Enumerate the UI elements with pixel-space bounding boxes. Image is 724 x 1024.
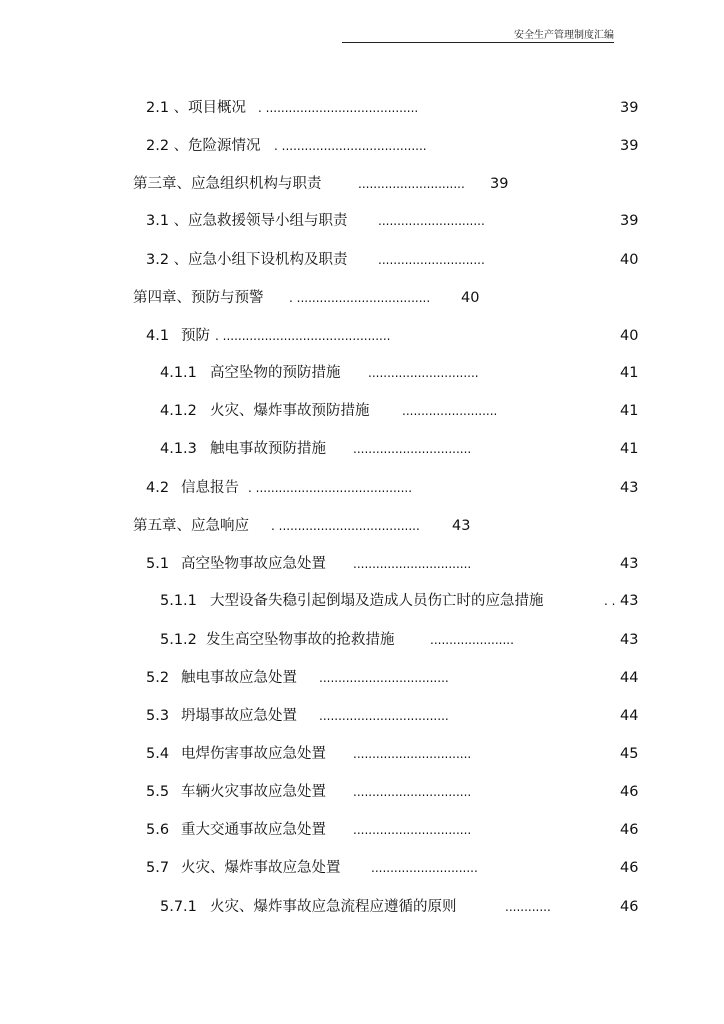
toc-entry-page-number: 46 <box>620 899 639 915</box>
toc-entry-number: 4.2 <box>146 480 170 496</box>
toc-dot-leader: .................................. <box>319 709 449 723</box>
toc-entry[interactable] <box>0 897 724 917</box>
toc-entry-page-number: 44 <box>620 670 639 686</box>
toc-entry-title: 危险源情况 <box>188 138 261 154</box>
toc-entry[interactable] <box>0 478 724 498</box>
toc-dot-leader: .................................. <box>319 671 449 685</box>
toc-dot-leader: ............................ <box>378 253 485 267</box>
toc-entry[interactable] <box>0 401 724 421</box>
toc-entry-number: 3.2 、 <box>146 252 189 268</box>
toc-entry-page-number: 41 <box>620 441 639 457</box>
toc-entry-title: 信息报告 <box>181 480 239 496</box>
toc-entry-title: 车辆火灾事故应急处置 <box>181 784 326 800</box>
toc-dot-leader: ............................ <box>358 177 465 191</box>
toc-entry-number: 5.1.2 <box>160 632 197 648</box>
toc-entry-title: 触电事故预防措施 <box>210 441 326 457</box>
toc-entry-title: 应急救援领导小组与职责 <box>188 213 348 229</box>
toc-dot-leader: ...................... <box>430 633 514 647</box>
toc-entry-title: 第四章、预防与预警 <box>133 290 264 306</box>
toc-entry[interactable] <box>0 326 724 346</box>
toc-entry-title: 电焊伤害事故应急处置 <box>181 746 326 762</box>
toc-entry-title: 坍塌事故应急处置 <box>181 708 297 724</box>
toc-entry-number: 4.1.2 <box>160 403 197 419</box>
toc-entry-page-number: 40 <box>620 328 639 344</box>
toc-entry-number: 2.1 、 <box>146 100 189 116</box>
toc-entry-number: 5.6 <box>146 822 170 838</box>
toc-entry[interactable] <box>0 98 724 118</box>
toc-entry-page-number: 40 <box>461 290 480 306</box>
toc-entry-page-number: 41 <box>620 365 639 381</box>
toc-entry-page-number: 44 <box>620 708 639 724</box>
toc-entry-page-number: 39 <box>490 176 509 192</box>
toc-entry-number: 4.1.1 <box>160 365 197 381</box>
toc-entry-number: 5.7 <box>146 860 170 876</box>
toc-entry-page-number: 43 <box>620 480 639 496</box>
toc-entry-number: 5.4 <box>146 746 170 762</box>
toc-entry[interactable] <box>0 554 724 574</box>
toc-entry-number: 5.2 <box>146 670 170 686</box>
toc-entry-title: 第五章、应急响应 <box>133 518 249 534</box>
toc-entry-number: 5.1 <box>146 556 170 572</box>
toc-dot-leader: ............................... <box>353 785 472 799</box>
toc-dot-leader: ............................ <box>378 214 485 228</box>
toc-entry-page-number: 43 <box>620 593 639 609</box>
toc-entry-number: 5.1.1 <box>160 593 197 609</box>
toc-dot-leader: ............................. <box>368 366 479 380</box>
toc-dot-leader: ............................... <box>353 557 472 571</box>
toc-entry[interactable] <box>0 250 724 270</box>
toc-entry-title: 高空坠物事故应急处置 <box>181 556 326 572</box>
toc-dot-leader: . ......................................... <box>248 481 413 495</box>
toc-entry[interactable] <box>0 858 724 878</box>
toc-entry[interactable] <box>0 706 724 726</box>
toc-entry[interactable] <box>0 591 724 611</box>
toc-entry-number: 2.2 、 <box>146 138 189 154</box>
toc-entry-page-number: 41 <box>620 403 639 419</box>
toc-entry-page-number: 46 <box>620 822 639 838</box>
toc-dot-leader: ............................... <box>353 747 472 761</box>
toc-entry-page-number: 39 <box>620 213 639 229</box>
toc-dot-leader: ............................ <box>371 861 478 875</box>
toc-entry-title: 火灾、爆炸事故应急流程应遵循的原则 <box>210 899 457 915</box>
toc-entry-page-number: 43 <box>620 556 639 572</box>
toc-entry-title: 发生高空坠物事故的抢救措施 <box>206 632 395 648</box>
toc-entry-page-number: 40 <box>620 252 639 268</box>
toc-entry-title: 火灾、爆炸事故预防措施 <box>210 403 370 419</box>
toc-entry[interactable] <box>0 363 724 383</box>
toc-entry-number: 5.3 <box>146 708 170 724</box>
toc-dot-leader: ............................... <box>353 823 472 837</box>
toc-entry-title: 大型设备失稳引起倒塌及造成人员伤亡时的应急措施 <box>210 593 544 609</box>
toc-entry-page-number: 46 <box>620 860 639 876</box>
toc-entry-page-number: 45 <box>620 746 639 762</box>
toc-entry[interactable] <box>0 630 724 650</box>
toc-entry[interactable] <box>0 744 724 764</box>
toc-entry[interactable] <box>0 820 724 840</box>
toc-entry[interactable] <box>0 516 724 536</box>
toc-entry[interactable] <box>0 439 724 459</box>
toc-entry[interactable] <box>0 136 724 156</box>
toc-entry-number: 5.5 <box>146 784 170 800</box>
toc-entry-number: 3.1 、 <box>146 213 189 229</box>
toc-entry[interactable] <box>0 668 724 688</box>
toc-entry-number: 4.1.3 <box>160 441 197 457</box>
toc-dot-leader: . ...................................... <box>274 139 427 153</box>
toc-dot-leader: . . <box>604 594 616 608</box>
running-header: 安全生产管理制度汇编 <box>342 30 614 43</box>
toc-entry[interactable] <box>0 288 724 308</box>
toc-entry-title: 高空坠物的预防措施 <box>210 365 341 381</box>
toc-entry-title: 火灾、爆炸事故应急处置 <box>181 860 341 876</box>
toc-dot-leader: . ..................................... <box>271 519 420 533</box>
toc-dot-leader: . ................................... <box>289 291 431 305</box>
toc-entry-page-number: 39 <box>620 100 639 116</box>
toc-entry-title: 项目概况 <box>188 100 246 116</box>
toc-entry-number: 5.7.1 <box>160 899 197 915</box>
toc-entry-page-number: 43 <box>620 632 639 648</box>
toc-entry-title: 应急小组下设机构及职责 <box>188 252 348 268</box>
toc-dot-leader: ............ <box>505 900 551 914</box>
toc-entry[interactable] <box>0 174 724 194</box>
toc-dot-leader: . ............................................ <box>215 329 391 343</box>
toc-dot-leader: ............................... <box>353 442 472 456</box>
toc-entry-title: 第三章、应急组织机构与职责 <box>133 176 322 192</box>
toc-entry-number: 4.1 <box>146 328 170 344</box>
toc-entry-title: 预防 <box>181 328 210 344</box>
toc-dot-leader: . ........................................ <box>258 101 419 115</box>
toc-entry[interactable] <box>0 782 724 802</box>
toc-dot-leader: ......................... <box>402 404 498 418</box>
toc-entry[interactable] <box>0 211 724 231</box>
toc-entry-page-number: 43 <box>452 518 471 534</box>
toc-entry-page-number: 46 <box>620 784 639 800</box>
toc-entry-page-number: 39 <box>620 138 639 154</box>
toc-entry-title: 重大交通事故应急处置 <box>181 822 326 838</box>
toc-entry-title: 触电事故应急处置 <box>181 670 297 686</box>
